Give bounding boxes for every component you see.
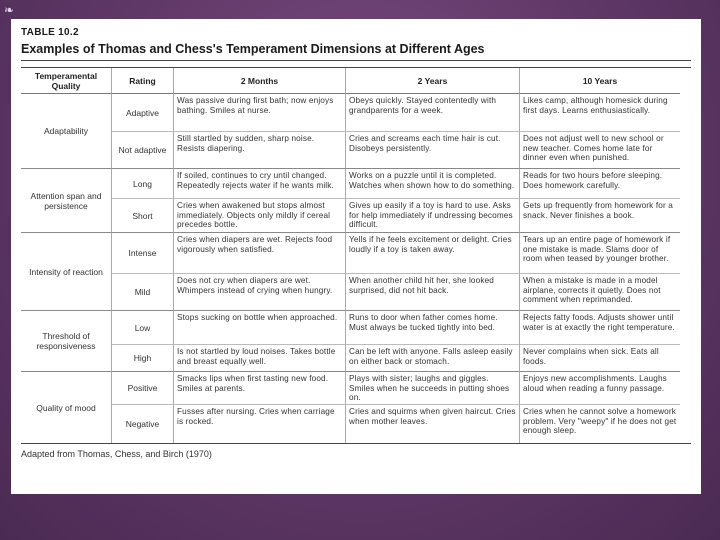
cell-10-years: When a mistake is made in a model airplane, corrects it quietly. Does not comment when reprimanded. <box>520 274 680 311</box>
cell-2-months: Fusses after nursing. Cries when carriage is rocked. <box>174 405 346 443</box>
table-citation: Adapted from Thomas, Chess, and Birch (1970) <box>21 449 212 459</box>
cell-10-years: Enjoys new accomplishments. Laughs aloud when reading a funny passage. <box>520 372 680 405</box>
table-number: TABLE 10.2 <box>21 27 79 38</box>
cell-2-years: When another child hit her, she looked surprised, did not hit back. <box>346 274 520 311</box>
header-2-months: 2 Months <box>174 68 346 94</box>
cell-10-years: Likes camp, although homesick during first days. Learns enthusiastically. <box>520 94 680 132</box>
rating-cell: Low <box>112 311 174 345</box>
cell-2-months: Cries when diapers are wet. Rejects food vigorously when satisfied. <box>174 233 346 274</box>
temperament-table <box>21 67 691 444</box>
cell-2-months: If soiled, continues to cry until changed. Repeatedly rejects water if he wants milk. <box>174 169 346 199</box>
cell-2-years: Can be left with anyone. Falls asleep easily on either back or stomach. <box>346 345 520 372</box>
quality-mood: Quality of mood <box>21 372 112 443</box>
quality-intensity: Intensity of reaction <box>21 233 112 311</box>
rating-cell: Short <box>112 199 174 233</box>
header-rating: Rating <box>112 68 174 94</box>
slide-bullet-icon: ❧ <box>4 3 15 17</box>
cell-2-months: Smacks lips when first tasting new food. Smiles at parents. <box>174 372 346 405</box>
header-10-years: 10 Years <box>520 68 680 94</box>
rating-cell: Mild <box>112 274 174 311</box>
rating-cell: Intense <box>112 233 174 274</box>
header-2-years: 2 Years <box>346 68 520 94</box>
quality-attention-span: Attention span and persistence <box>21 169 112 233</box>
rating-cell: Not adaptive <box>112 132 174 169</box>
cell-10-years: Cries when he cannot solve a homework problem. Very "weepy" if he does not get enough sleep. <box>523 407 677 436</box>
cell-2-years: Works on a puzzle until it is completed. Watches when shown how to do something. <box>346 169 520 199</box>
cell-2-years: Yells if he feels excitement or delight. Cries loudly if a toy is taken away. <box>346 233 520 274</box>
table-title: Examples of Thomas and Chess's Temperament Dimensions at Different Ages <box>21 41 691 61</box>
cell-2-months: Stops sucking on bottle when approached. <box>174 311 346 345</box>
rating-cell: Negative <box>112 405 174 443</box>
rating-cell: Adaptive <box>112 94 174 132</box>
cell-2-years: Gives up easily if a toy is hard to use. Asks for help immediately if undressing becomes difficult. <box>346 199 520 233</box>
cell-2-years: Cries and screams each time hair is cut. Disobeys persistently. <box>346 132 520 169</box>
cell-2-months: Is not startled by loud noises. Takes bottle and breast equally well. <box>174 345 346 372</box>
cell-10-years: Rejects fatty foods. Adjusts shower until water is at exactly the right temperature. <box>520 311 680 345</box>
cell-10-years: Tears up an entire page of homework if one mistake is made. Slams door of room when teased by younger brother. <box>520 233 680 274</box>
header-quality: Temperamental Quality <box>21 68 112 94</box>
cell-2-months: Still startled by sudden, sharp noise. Resists diapering. <box>174 132 346 169</box>
cell-2-years: Runs to door when father comes home. Must always be tucked tightly into bed. <box>346 311 520 345</box>
cell-2-months: Was passive during first bath; now enjoys bathing. Smiles at nurse. <box>174 94 346 132</box>
cell-2-years: Cries and squirms when given haircut. Cries when mother leaves. <box>346 405 520 443</box>
cell-2-years: Plays with sister; laughs and giggles. Smiles when he succeeds in putting shoes on. <box>346 372 520 405</box>
rating-cell: Positive <box>112 372 174 405</box>
cell-2-months: Cries when awakened but stops almost immediately. Objects only mildly if cereal precedes bottle. <box>174 199 346 233</box>
cell-10-years: Gets up frequently from homework for a snack. Never finishes a book. <box>520 199 680 233</box>
cell-2-months: Does not cry when diapers are wet. Whimpers instead of crying when hungry. <box>174 274 346 311</box>
cell-10-years: Never complains when sick. Eats all foods. <box>520 345 680 372</box>
cell-10-years: Reads for two hours before sleeping. Does homework carefully. <box>520 169 680 199</box>
quality-threshold: Threshold of responsiveness <box>21 311 112 372</box>
table-slide <box>11 19 701 494</box>
cell-2-years: Obeys quickly. Stayed contentedly with grandparents for a week. <box>346 94 520 132</box>
rating-cell: Long <box>112 169 174 199</box>
quality-adaptability: Adaptability <box>21 94 112 169</box>
cell-10-years: Does not adjust well to new school or new teacher. Comes home late for dinner even when punished. <box>520 132 680 169</box>
rating-cell: High <box>112 345 174 372</box>
